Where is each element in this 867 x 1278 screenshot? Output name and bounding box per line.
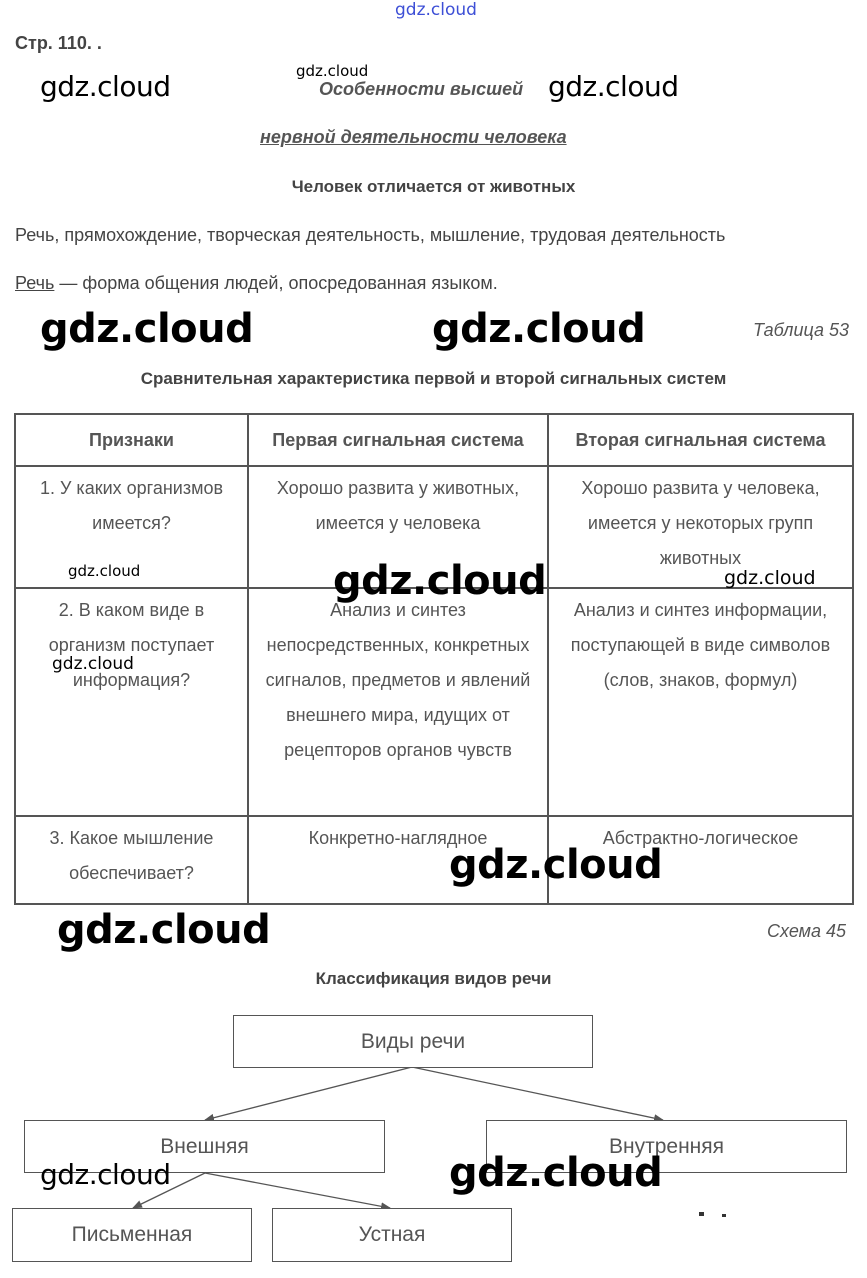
table-header-cell: Признаки xyxy=(15,414,248,466)
watermark: gdz.cloud xyxy=(449,1150,663,1196)
table-cell: Абстрактно-логическое xyxy=(548,816,853,904)
scheme-root-box: Виды речи xyxy=(233,1015,593,1068)
scheme-title: Классификация видов речи xyxy=(315,969,552,988)
table-cell: 1. У каких организмов имеется? xyxy=(15,466,248,588)
watermark: gdz.cloud xyxy=(449,842,663,888)
traits-text: Речь, прямохождение, творческая деятельность, мышление, трудовая деятельность xyxy=(15,225,726,245)
table-cell: Анализ и синтез непосредственных, конкретных сигналов, предметов и явлений внешнего мира, идущих от рецепторов органов чувств xyxy=(248,588,548,816)
page-title-line-2: нервной деятельности человека xyxy=(260,127,567,147)
watermark-top: gdz.cloud xyxy=(395,0,477,20)
table-header-cell: Первая сигнальная система xyxy=(248,414,548,466)
watermark: gdz.cloud xyxy=(432,306,646,352)
scheme-label: Схема 45 xyxy=(767,921,846,941)
table-label: Таблица 53 xyxy=(752,320,849,340)
arrow-root-to-internal xyxy=(412,1067,663,1120)
table-cell: 3. Какое мышление обеспечивает? xyxy=(15,816,248,904)
watermark: gdz.cloud xyxy=(68,562,141,580)
table-cell: Хорошо развита у животных, имеется у человека xyxy=(248,466,548,588)
watermark: gdz.cloud xyxy=(57,907,271,953)
table-cell: Конкретно-наглядное xyxy=(248,816,548,904)
watermark: gdz.cloud xyxy=(548,70,679,103)
watermark: gdz.cloud xyxy=(40,70,171,103)
scheme-written-box: Письменная xyxy=(12,1208,252,1262)
speech-term: Речь xyxy=(15,273,55,293)
table-cell: Хорошо развита у человека, имеется у некоторых групп животных xyxy=(548,466,853,588)
table-cell: Анализ и синтез информации, поступающей в виде символов (слов, знаков, формул) xyxy=(548,588,853,816)
page-title-line-1: Особенности высшей xyxy=(319,79,524,99)
scheme-external-box: Внешняя xyxy=(24,1120,385,1173)
section-heading: Человек отличается от животных xyxy=(291,177,576,196)
table-cell: 2. В каком виде в организм поступает информация? xyxy=(15,588,248,816)
table-title: Сравнительная характеристика первой и второй сигнальных систем xyxy=(140,369,727,388)
watermark: gdz.cloud xyxy=(333,558,547,604)
page-reference: Стр. 110. . xyxy=(15,33,102,53)
watermark: gdz.cloud xyxy=(40,1158,171,1191)
watermark: gdz.cloud xyxy=(296,62,369,80)
watermark: gdz.cloud xyxy=(724,567,816,589)
arrow-root-to-external xyxy=(205,1067,412,1120)
scheme-oral-box: Устная xyxy=(272,1208,512,1262)
scheme-internal-box: Внутренняя xyxy=(486,1120,847,1173)
arrow-external-to-oral xyxy=(205,1173,390,1208)
stray-marks xyxy=(699,1212,726,1217)
watermark: gdz.cloud xyxy=(40,306,254,352)
watermark: gdz.cloud xyxy=(52,654,134,674)
table-header-cell: Вторая сигнальная система xyxy=(548,414,853,466)
speech-definition-text: — форма общения людей, опосредованная языком. xyxy=(54,273,498,293)
